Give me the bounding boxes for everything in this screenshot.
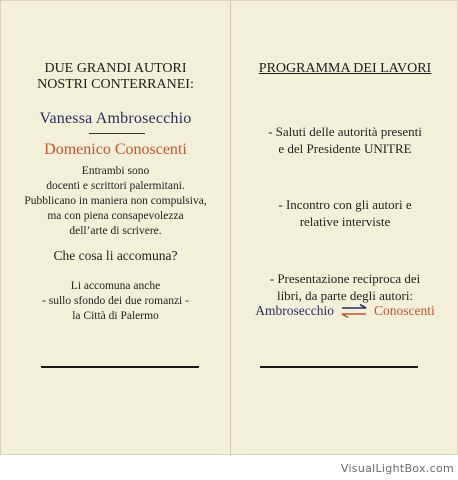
intro-line: Entrambi sono	[81, 165, 150, 177]
question-heading: Che cosa li accomuna?	[53, 248, 178, 263]
program-item-line: e del Presidente UNITRE	[278, 141, 412, 156]
program-heading: PROGRAMMA DEI LAVORI	[258, 61, 432, 76]
intro-line: dell’arte di scrivere.	[69, 225, 162, 237]
program-item-meeting	[231, 196, 458, 230]
author-conoscenti: Domenico Conoscenti	[44, 141, 187, 158]
exchange-author-right: Conoscenti	[373, 303, 435, 318]
exchange-arrows-icon	[340, 304, 368, 318]
program-item-line: - Presentazione reciproca dei	[269, 271, 421, 286]
right-column	[231, 1, 458, 456]
signature-line-left	[41, 366, 199, 368]
intro-paragraph	[1, 164, 230, 239]
author-ambrosecchio: Vanessa Ambrosecchio	[39, 110, 192, 127]
program-item-line: - Saluti delle autorità presenti	[268, 124, 422, 139]
answer-line: - sullo sfondo dei due romanzi -	[42, 295, 189, 307]
watermark-text: VisualLightBox.com	[340, 462, 454, 475]
authors-heading	[1, 61, 230, 93]
answer-line: Li accomuna anche	[70, 280, 161, 292]
intro-line: Pubblicano in maniera non compulsiva,	[24, 195, 207, 207]
program-item-presentation	[231, 270, 458, 304]
authors-heading-line1: DUE GRANDI AUTORI	[44, 61, 187, 76]
program-item-line: - Incontro con gli autori e	[278, 197, 412, 212]
authors-exchange	[231, 303, 458, 319]
authors-heading-line2: NOSTRI CONTERRANEI:	[37, 77, 194, 92]
intro-line: docenti e scrittori palermitani.	[46, 180, 185, 192]
program-item-greetings	[231, 123, 458, 157]
author-divider	[89, 133, 145, 134]
answer-line: la Città di Palermo	[72, 310, 159, 322]
program-item-line: libri, da parte degli autori:	[276, 288, 414, 303]
answer-paragraph	[1, 279, 230, 324]
intro-line: ma con piena consapevolezza	[47, 210, 184, 222]
program-item-line: relative interviste	[299, 214, 391, 229]
exchange-author-left: Ambrosecchio	[255, 303, 334, 318]
signature-line-right	[260, 366, 418, 368]
left-column	[1, 1, 230, 456]
